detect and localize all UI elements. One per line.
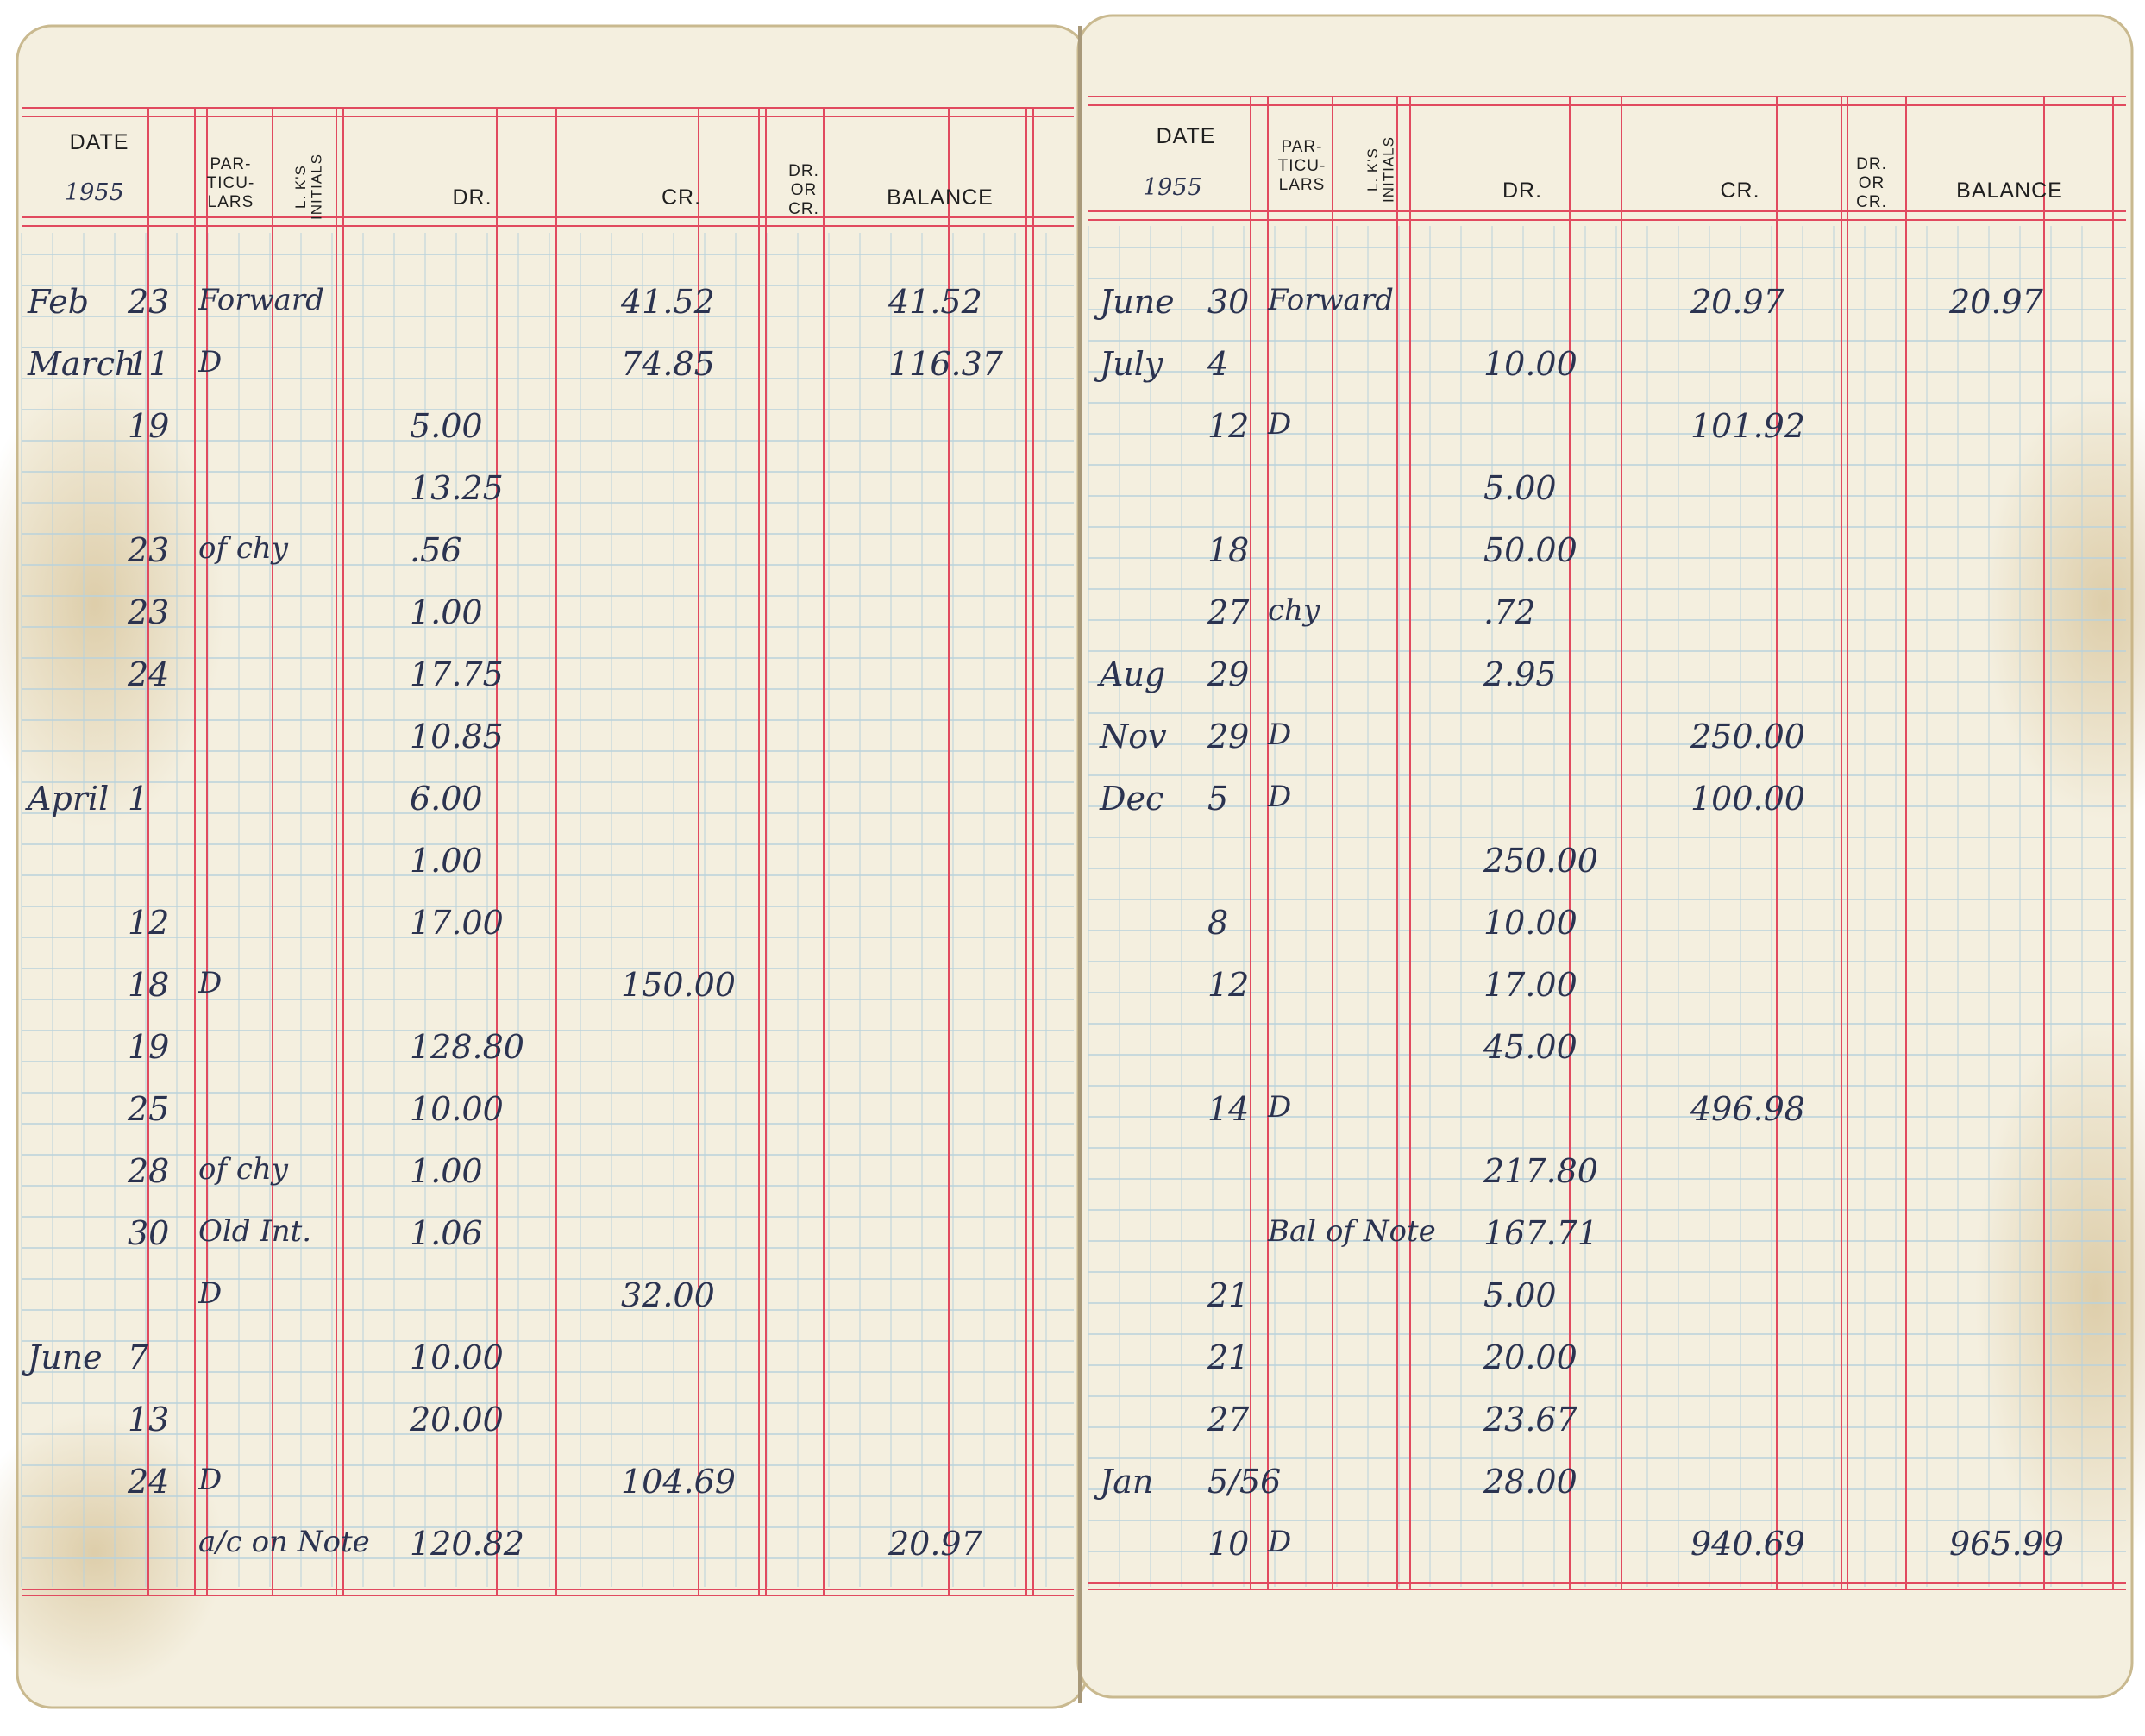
entry-particulars: D xyxy=(198,1276,223,1311)
entry-debit: 5.00 xyxy=(1483,1276,1557,1314)
header-particulars: PAR- TICU- LARS xyxy=(1277,138,1327,194)
entry-debit: 17.75 xyxy=(410,655,504,693)
entry-day: 23 xyxy=(128,531,170,569)
entry-debit: 250.00 xyxy=(1483,842,1598,880)
ledger-row xyxy=(17,400,1074,455)
header-year: 1955 xyxy=(1143,174,1202,201)
entry-debit: 10.00 xyxy=(410,1090,504,1128)
entry-credit: 41.52 xyxy=(621,283,715,321)
entry-debit: 217.80 xyxy=(1483,1152,1598,1190)
ledger-row xyxy=(17,1207,1074,1263)
entry-credit: 496.98 xyxy=(1690,1090,1805,1128)
entry-debit: 1.06 xyxy=(410,1214,483,1252)
ledger-row xyxy=(1078,524,2135,580)
entry-debit: 2.95 xyxy=(1483,655,1557,693)
entry-day: 8 xyxy=(1207,904,1229,942)
entry-day: 23 xyxy=(128,593,170,631)
entry-debit: 10.00 xyxy=(1483,345,1577,383)
entry-month: June xyxy=(28,1338,103,1376)
header-balance: BALANCE xyxy=(1956,179,2063,203)
header-initials: L. K'S INITIALS xyxy=(292,154,325,221)
header-date: DATE xyxy=(69,130,129,154)
ledger-row xyxy=(1078,1332,2135,1387)
entry-month: Feb xyxy=(28,283,90,321)
entry-month: April xyxy=(28,780,110,818)
ledger-row xyxy=(17,1518,1074,1573)
ledger-row xyxy=(1078,711,2135,766)
entry-day: 7 xyxy=(128,1338,149,1376)
ledger-row xyxy=(1078,586,2135,642)
entry-credit: 100.00 xyxy=(1690,780,1805,818)
entry-debit: 10.85 xyxy=(410,718,504,755)
ledger-row xyxy=(17,897,1074,952)
ledger-row xyxy=(17,1394,1074,1449)
entry-particulars: chy xyxy=(1268,593,1320,628)
ledger-row xyxy=(17,1456,1074,1511)
entry-particulars: D xyxy=(1268,780,1292,814)
entry-balance: 965.99 xyxy=(1949,1525,2064,1563)
ledger-row xyxy=(17,524,1074,580)
entry-month: July xyxy=(1100,345,1163,383)
ledger-row xyxy=(17,276,1074,331)
ledger-row xyxy=(17,1083,1074,1138)
ledger-row xyxy=(17,773,1074,828)
right-page xyxy=(1078,26,2135,1703)
entry-day: 4 xyxy=(1207,345,1229,383)
entry-day: 19 xyxy=(128,407,170,445)
entry-day: 18 xyxy=(1207,531,1250,569)
entry-debit: 13.25 xyxy=(410,469,504,507)
ledger-row xyxy=(17,1145,1074,1200)
entry-debit: 20.00 xyxy=(410,1401,504,1438)
entry-debit: 17.00 xyxy=(1483,966,1577,1004)
header-dr-or-cr: DR. OR CR. xyxy=(788,162,819,218)
entry-credit: 101.92 xyxy=(1690,407,1805,445)
entry-debit: .72 xyxy=(1483,593,1536,631)
entry-credit: 250.00 xyxy=(1690,718,1805,755)
entry-debit: 10.00 xyxy=(410,1338,504,1376)
entry-credit: 150.00 xyxy=(621,966,736,1004)
entry-day: 28 xyxy=(128,1152,170,1190)
entry-particulars: of chy xyxy=(198,531,289,566)
ledger-row xyxy=(17,1021,1074,1076)
entry-balance: 20.97 xyxy=(888,1525,982,1563)
entry-debit: 120.82 xyxy=(410,1525,524,1563)
entry-day: 27 xyxy=(1207,593,1250,631)
ledger-row xyxy=(17,649,1074,704)
entry-day: 10 xyxy=(1207,1525,1250,1563)
entry-debit: 17.00 xyxy=(410,904,504,942)
entry-month: March xyxy=(28,345,136,383)
ledger-row xyxy=(1078,276,2135,331)
entry-day: 19 xyxy=(128,1028,170,1066)
entry-particulars: D xyxy=(198,1463,223,1497)
entry-day: 29 xyxy=(1207,718,1250,755)
ledger-row xyxy=(17,462,1074,517)
ledger-row xyxy=(1078,338,2135,393)
ledger-row xyxy=(1078,1518,2135,1573)
ledger-row xyxy=(17,1269,1074,1325)
entry-debit: 10.00 xyxy=(1483,904,1577,942)
entry-day: 13 xyxy=(128,1401,170,1438)
ledger-row xyxy=(17,1332,1074,1387)
entry-month: Aug xyxy=(1100,655,1166,693)
entry-debit: 1.00 xyxy=(410,593,483,631)
ledger-row xyxy=(1078,1394,2135,1449)
entry-particulars: D xyxy=(1268,718,1292,752)
ledger-row xyxy=(1078,1456,2135,1511)
entry-debit: 45.00 xyxy=(1483,1028,1577,1066)
ledger-row xyxy=(1078,897,2135,952)
ledger-row xyxy=(1078,959,2135,1014)
entry-particulars: Forward xyxy=(1268,283,1394,317)
header-year: 1955 xyxy=(65,179,124,206)
entry-particulars: D xyxy=(198,966,223,1000)
entry-particulars: of chy xyxy=(198,1152,289,1187)
header-cr: CR. xyxy=(1720,179,1760,203)
header-initials: L. K'S INITIALS xyxy=(1364,136,1397,204)
header-dr-or-cr: DR. OR CR. xyxy=(1856,155,1887,211)
entry-day: 29 xyxy=(1207,655,1250,693)
ledger-row xyxy=(1078,773,2135,828)
ledger-row xyxy=(17,586,1074,642)
ledger-row xyxy=(1078,649,2135,704)
entry-particulars: Forward xyxy=(198,283,324,317)
entry-day: 12 xyxy=(1207,407,1250,445)
entry-day: 21 xyxy=(1207,1338,1250,1376)
entry-day: 24 xyxy=(128,1463,170,1501)
ledger-row xyxy=(17,338,1074,393)
entry-particulars: Bal of Note xyxy=(1268,1214,1436,1249)
entry-day: 30 xyxy=(128,1214,170,1252)
entry-month: Jan xyxy=(1100,1463,1154,1501)
entry-day: 25 xyxy=(128,1090,170,1128)
entry-month: Dec xyxy=(1100,780,1164,818)
entry-day: 23 xyxy=(128,283,170,321)
entry-particulars: a/c on Note xyxy=(198,1525,370,1559)
ledger-row xyxy=(17,835,1074,890)
entry-day: 30 xyxy=(1207,283,1250,321)
header-dr: DR. xyxy=(452,185,492,210)
entry-day: 12 xyxy=(128,904,170,942)
entry-credit: 940.69 xyxy=(1690,1525,1805,1563)
entry-day: 12 xyxy=(1207,966,1250,1004)
entry-debit: 1.00 xyxy=(410,842,483,880)
entry-day: 24 xyxy=(128,655,170,693)
entry-debit: 23.67 xyxy=(1483,1401,1577,1438)
entry-debit: 28.00 xyxy=(1483,1463,1577,1501)
entry-day: 14 xyxy=(1207,1090,1250,1128)
entry-debit: 50.00 xyxy=(1483,531,1577,569)
entry-debit: 167.71 xyxy=(1483,1214,1598,1252)
entry-balance: 41.52 xyxy=(888,283,982,321)
entry-day: 1 xyxy=(128,780,149,818)
header-balance: BALANCE xyxy=(887,185,994,210)
entry-particulars: D xyxy=(1268,1090,1292,1125)
entry-debit: 1.00 xyxy=(410,1152,483,1190)
ledger-row xyxy=(1078,835,2135,890)
entry-day: 5 xyxy=(1207,780,1229,818)
entry-particulars: D xyxy=(1268,1525,1292,1559)
entry-day: 18 xyxy=(128,966,170,1004)
entry-debit: 5.00 xyxy=(1483,469,1557,507)
ledger-row xyxy=(1078,1083,2135,1138)
entry-day: 11 xyxy=(128,345,170,383)
entry-debit: 128.80 xyxy=(410,1028,524,1066)
ledger-row xyxy=(1078,1021,2135,1076)
entry-day: 27 xyxy=(1207,1401,1250,1438)
header-date: DATE xyxy=(1156,124,1216,148)
header-dr: DR. xyxy=(1502,179,1543,203)
ledger-row xyxy=(17,959,1074,1014)
header-cr: CR. xyxy=(661,185,702,210)
ledger-row xyxy=(17,711,1074,766)
entry-credit: 32.00 xyxy=(621,1276,715,1314)
entry-month: June xyxy=(1100,283,1175,321)
entry-month: Nov xyxy=(1100,718,1167,755)
header-particulars: PAR- TICU- LARS xyxy=(206,155,255,211)
entry-debit: 5.00 xyxy=(410,407,483,445)
entry-credit: 20.97 xyxy=(1690,283,1784,321)
entry-credit: 104.69 xyxy=(621,1463,736,1501)
entry-particulars: D xyxy=(198,345,223,379)
left-page xyxy=(17,26,1074,1703)
entry-day: 5/56 xyxy=(1207,1463,1282,1501)
ledger-row xyxy=(1078,1207,2135,1263)
entry-balance: 116.37 xyxy=(888,345,1003,383)
ledger-row xyxy=(1078,462,2135,517)
entry-day: 21 xyxy=(1207,1276,1250,1314)
entry-debit: 6.00 xyxy=(410,780,483,818)
entry-debit: 20.00 xyxy=(1483,1338,1577,1376)
ledger-row xyxy=(1078,400,2135,455)
entry-particulars: D xyxy=(1268,407,1292,442)
entry-debit: .56 xyxy=(410,531,462,569)
entry-credit: 74.85 xyxy=(621,345,715,383)
entry-particulars: Old Int. xyxy=(198,1214,312,1249)
ledger-row xyxy=(1078,1269,2135,1325)
ledger-row xyxy=(1078,1145,2135,1200)
entry-balance: 20.97 xyxy=(1949,283,2043,321)
